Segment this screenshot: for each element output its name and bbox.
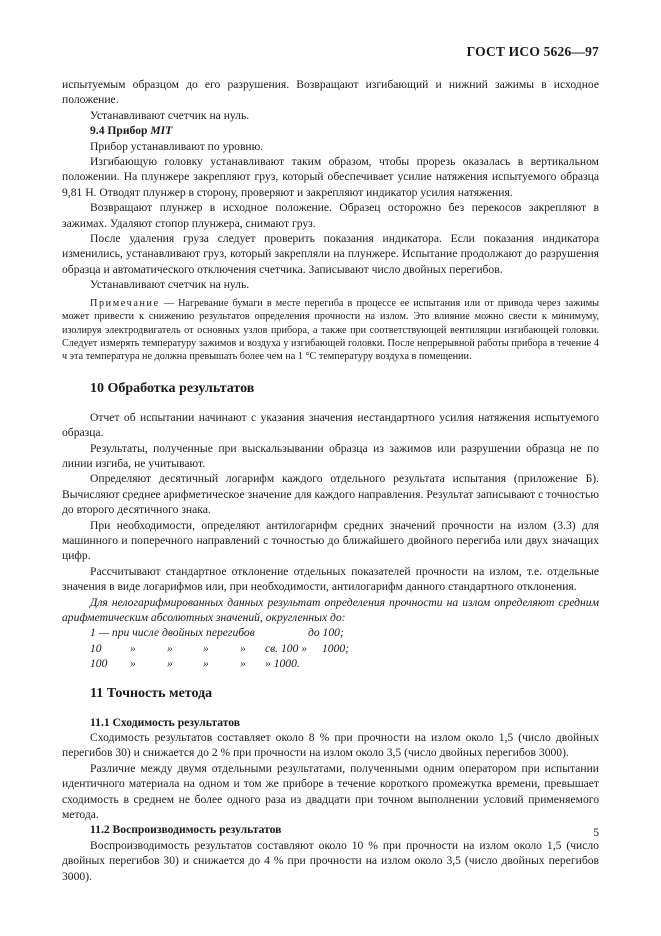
section-heading: 10 Обработка результатов xyxy=(90,380,255,396)
paragraph: Устанавливают счетчик на нуль. xyxy=(90,278,250,292)
table-row xyxy=(90,625,599,640)
section-heading: 11 Точность метода xyxy=(90,685,213,701)
standard-header: ГОСТ ИСО 5626—97 xyxy=(466,44,599,59)
subsection-title-model: MIT xyxy=(150,124,173,138)
paragraph-italic: Для нелогарифмированных данных результат определения прочности на излом определяют средним арифметическим абсолютных значений, округленных до: xyxy=(62,595,599,624)
table-row xyxy=(90,641,599,656)
table-cell: » xyxy=(130,641,136,655)
note xyxy=(62,297,599,364)
paragraph: Отчет об испытании начинают с указания значения нестандартного усилия натяжения испытуемого образца. xyxy=(62,410,599,440)
paragraph: При необходимости, определяют антилогарифм средних значений прочности на излом (3.3) для машинного и поперечного направлений с точностью до ближайшего двойного перегиба или двух значащих цифр. xyxy=(62,518,599,563)
table-cell: » 1000. xyxy=(265,657,300,671)
table-cell: » xyxy=(240,641,246,655)
paragraph: испытуемым образцом до его разрушения. Возвращают изгибающий и нижний зажимы в исходное положение. xyxy=(62,78,599,107)
page-number: 5 xyxy=(593,826,599,839)
table-cell: св. 100 » xyxy=(265,641,308,655)
subsection-heading: 11.1 Сходимость результатов xyxy=(90,715,241,729)
paragraph: Результаты, полученные при выскальзывании образца из зажимов или разрушении образца не по линии изгиба, не учитывают. xyxy=(62,441,599,470)
table-cell: 10 xyxy=(90,641,102,655)
table-row xyxy=(90,656,599,671)
paragraph: Воспроизводимость результатов составляют около 10 % при прочности на излом около 1,5 (число двойных перегибов 30) и снижается до 4 % при прочности на излом около 3,5 (число двойных перегибов 3000). xyxy=(62,838,599,883)
table-cell: » xyxy=(167,641,173,655)
table-cell: » xyxy=(203,641,209,655)
paragraph: Устанавливают счетчик на нуль. xyxy=(90,108,250,122)
table-cell: 1000; xyxy=(322,641,350,655)
paragraph: Рассчитывают стандартное отклонение отдельных показателей прочности на излом, т.е. отдельные значения в виде логарифмов или, при необходимости, антилогарифм данного стандартного отклонения. xyxy=(62,564,599,594)
table-cell: » xyxy=(203,657,209,671)
subsection-title: Прибор xyxy=(107,124,148,138)
table-cell: до 100; xyxy=(308,626,344,640)
table-cell: 100 xyxy=(90,657,108,671)
table-cell: » xyxy=(167,657,173,671)
note-label: Примечание xyxy=(90,297,160,309)
paragraph: Изгибающую головку устанавливают таким образом, чтобы прорезь оказалась в вертикальном положении. На плунжере закрепляют груз, который обеспечивает усилие натяжения испытуемого образца 9,81 Н. Отводят плунжер в сторону, проверяют и закрепляют индикатор усилия натяжения. xyxy=(62,155,599,199)
paragraph: Различие между двумя отдельными результатами, полученными одним оператором при испытании идентичного материала на одном и том же приборе в течение короткого промежутка времени, превышает сходимость в среднем не более одного раза из двадцати при точном выполнении условий применяемого метода. xyxy=(62,761,599,822)
subsection-heading: 11.2 Воспроизводимость результатов xyxy=(90,823,282,837)
rounding-table xyxy=(90,625,599,671)
note-text: — Нагревание бумаги в месте перегиба в процессе ее испытания или от привода через зажимы может привести к снижению результатов определения прочности на излом. Это влияние можно свести к минимуму, изолируя электродвигатель от основных узлов прибора, а также при соответствующей вентиляции изгибающей головки. Следует измерять температуру зажимов и воздуха у изгибающей головки. После непрерывной работы прибора в течение 4 ч эта температура не должна превышать более чем на 1 °С температуру воздуха в помещении. xyxy=(62,297,599,363)
page-body xyxy=(62,77,599,884)
paragraph: Определяют десятичный логарифм каждого отдельного результата испытания (приложение Б). Вычисляют среднее арифметическое значение для каждого направления. Результат записывают с точностью до второго десятичного знака. xyxy=(62,472,599,517)
subsection-number: 9.4 xyxy=(90,124,105,138)
paragraph: Прибор устанавливают по уровню. xyxy=(90,139,264,153)
paragraph: Возвращают плунжер в исходное положение. Образец осторожно без перекосов закрепляют в зажимах. Удаляют стопор плунжера, снимают груз. xyxy=(62,201,599,230)
table-cell: 1 — при числе двойных перегибов xyxy=(90,626,255,640)
paragraph: Сходимость результатов составляет около 8 % при прочности на излом около 1,5 (число двойных перегибов 30) и снижается до 2 % при прочности на излом около 3,5 (число двойных перегибов 3000). xyxy=(62,730,599,760)
table-cell: » xyxy=(130,657,136,671)
subsection-heading xyxy=(90,123,599,138)
paragraph: После удаления груза следует проверить показания индикатора. Если показания индикатора изменились, устанавливают груз, который закрепляли на плунжере. Испытание продолжают до разрушения образца и автоматического отключения счетчика. Записывают число двойных перегибов. xyxy=(62,232,599,276)
table-cell: » xyxy=(240,657,246,671)
